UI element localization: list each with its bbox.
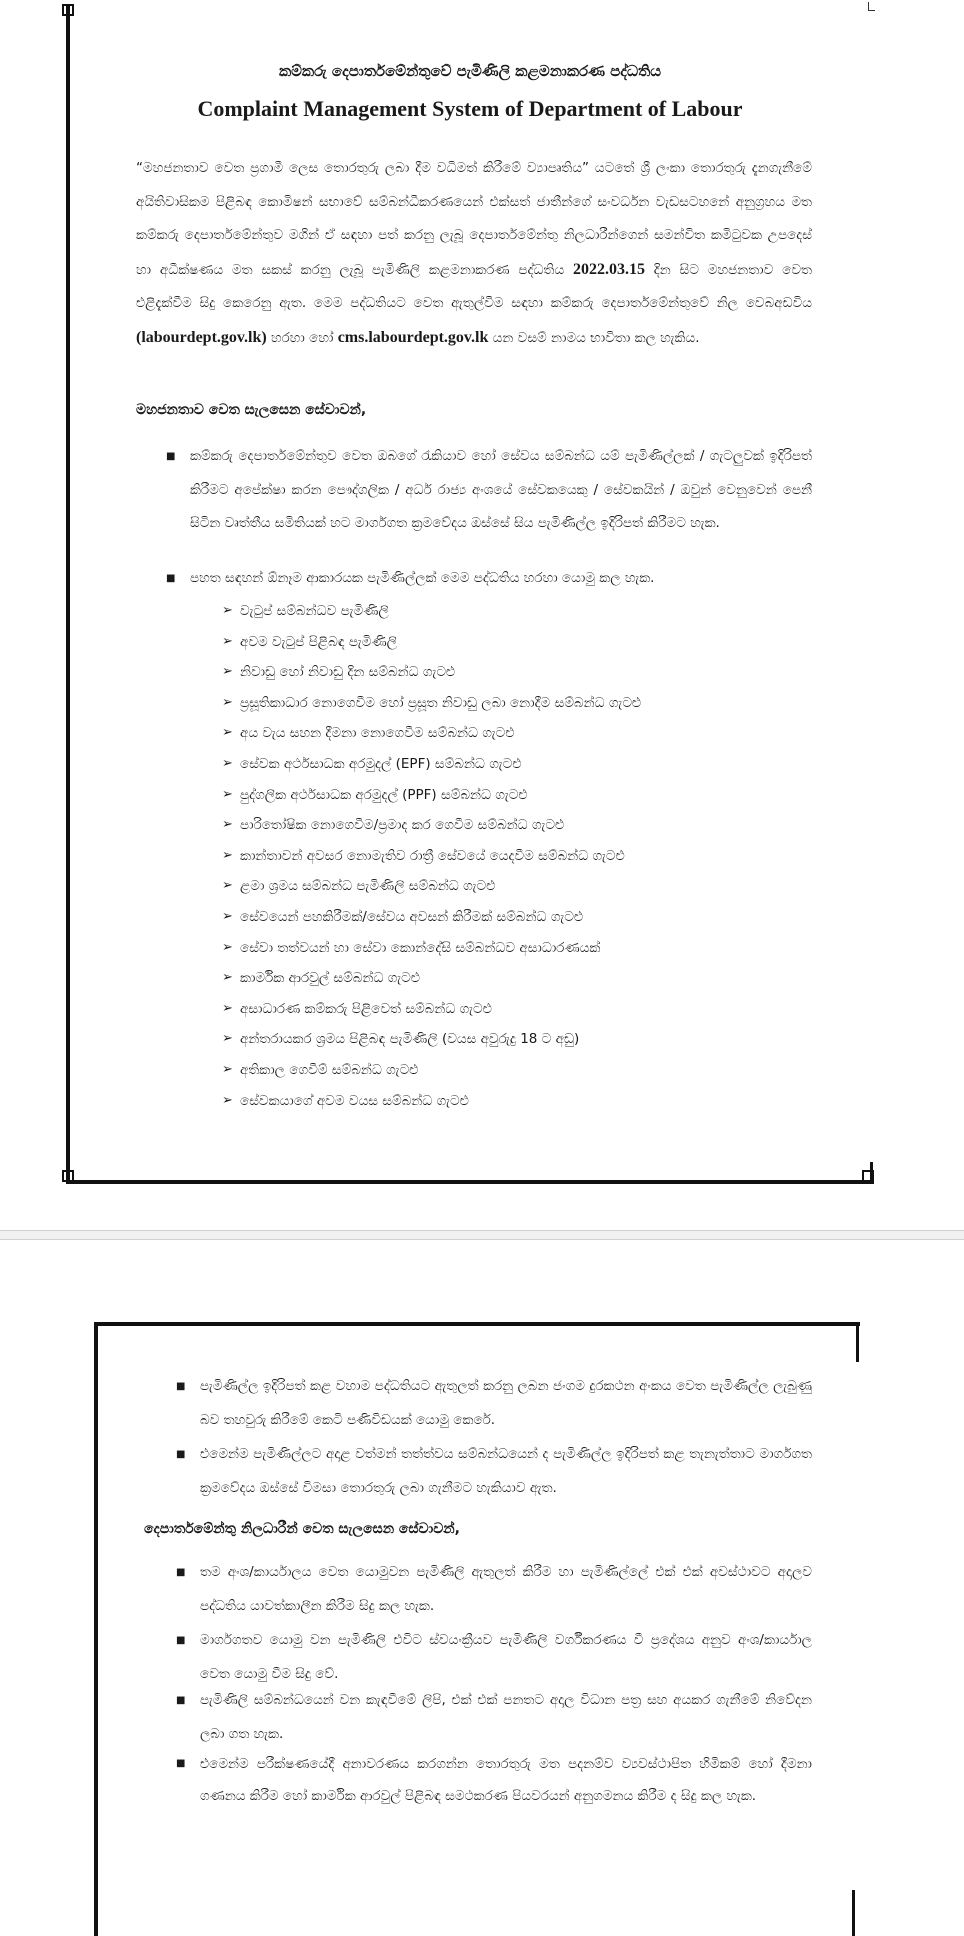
complaint-type-label: අතිකාල ගෙවීම් සම්බන්ධ ගැටළු bbox=[240, 1061, 419, 1078]
complaint-type-label: සේවයෙන් පහකිරීමක්/සේවය අවසන් කිරීමක් සම්බන්ධ ගැටළු bbox=[240, 908, 584, 925]
officer-services-heading: දෙපාර්තමේන්තු නිලධාරීන් වෙත සැලසෙන සේවාවන්, bbox=[144, 1521, 460, 1537]
arrow-bullet-icon: ➢ bbox=[222, 786, 233, 802]
list-item-text: පැමිණිල්ල ඉදිරිපත් කළ වහාම පද්ධතියට ඇතුලත් කරනු ලබන ජංගම දුරකථන අංකය වෙත පැමිණිල්ල ලැබුණු බව තහවුරු කිරීමේ කෙටි පණිවිඩයක් යොමු කෙරේ. bbox=[200, 1378, 812, 1428]
complaint-type-label: කාන්තාවන් අවසර නොමැතිව රාත්‍රී සේවයේ යෙදවීම සම්බන්ධ ගැටළු bbox=[240, 847, 625, 864]
list-item-text: එමෙන්ම පැමිණිල්ලට අදාළ වත්මන් තත්ත්වය සම්බන්ධයෙන් ද පැමිණිල්ල ඉදිරිපත් කළ තැනැත්තාට මාර්ගගත ක්‍රමවේදය ඔස්සේ විමසා තොරතුරු ලබා ගැනීමට හැකියාව ඇත. bbox=[200, 1446, 812, 1496]
complaint-type-item bbox=[222, 1086, 802, 1117]
arrow-bullet-icon: ➢ bbox=[222, 1031, 233, 1047]
complaint-type-item bbox=[222, 1024, 802, 1055]
list-item bbox=[176, 1556, 812, 1623]
arrow-bullet-icon: ➢ bbox=[222, 1092, 233, 1108]
intro-text: දින සිට මහජනතාව වෙත එළිදැක්වීම සිදු කෙරෙනු ඇත. මෙම පද්ධතියට වෙත ඇතුල්වීම සඳහා කම්කරු දෙපාර්තමේන්තුවේ නිල වෙබඅඩවිය bbox=[136, 261, 812, 311]
complaint-type-label: අසාධාරණ කම්කරු පිළිවෙත් සම්බන්ධ ගැටළු bbox=[240, 1000, 492, 1017]
list-item-text: පහත සඳහන් ඕනෑම ආකාරයක පැමිණිල්ලක් මෙම පද්ධතිය හරහා යොමු කල හැක. bbox=[190, 570, 655, 586]
complaint-type-item bbox=[222, 963, 802, 994]
arrow-bullet-icon: ➢ bbox=[222, 633, 233, 649]
intro-text: “මහජනතාව වෙත ප්‍රගාමී ලෙස තොරතුරු ලබා දීම වධිමත් කිරීමේ ව්‍යාපෘතිය” යටතේ ශ්‍රී ලංකා තොරතුරු දැනගැනීමේ අයිතිවාසිකම පිළිබඳ කොමිෂන් සභාවේ සම්බන්ධීකරණයෙන් එක්සත් ජාතීන්ගේ සංවර්ධන වැඩසටහනේ අනුග්‍රහය මත කම්කරු දෙපාර්තමේන්තුව මගින් ඒ සඳහා පත් කරනු ලැබූ දෙපාර්තමේන්තු නිලධාරීන්ගෙන් සමන්විත කමිටුවක උපදෙස් හා අධීක්ෂණය මත සකස් කරනු ලැබූ පැමිණිලි කළමනාකරණ පද්ධතිය bbox=[136, 160, 812, 278]
frame-corner bbox=[862, 1170, 874, 1182]
bullet-icon: ■ bbox=[166, 573, 176, 584]
complaint-type-item bbox=[222, 810, 802, 841]
intro-paragraph bbox=[136, 152, 812, 355]
arrow-bullet-icon: ➢ bbox=[222, 694, 233, 710]
launch-date: 2022.03.15 bbox=[572, 260, 645, 278]
frame-border bbox=[94, 1322, 98, 1936]
frame-border bbox=[66, 1180, 874, 1184]
arrow-bullet-icon: ➢ bbox=[222, 1000, 233, 1016]
arrow-bullet-icon: ➢ bbox=[222, 603, 233, 618]
list-item bbox=[176, 1438, 812, 1505]
frame-border bbox=[66, 6, 70, 1184]
complaint-type-label: ප්‍රසූතිකාධාර නොගෙවීම හෝ ප්‍රසූත නිවාඩු ලබා නොදීම සම්බන්ධ ගැටළු bbox=[240, 694, 642, 711]
complaint-type-item bbox=[222, 933, 802, 964]
list-item bbox=[176, 1684, 812, 1751]
frame-border bbox=[96, 1322, 860, 1326]
arrow-bullet-icon: ➢ bbox=[222, 878, 233, 894]
complaint-type-item bbox=[222, 994, 802, 1025]
complaint-type-item bbox=[222, 749, 802, 780]
website-link: (labourdept.gov.lk) bbox=[136, 328, 267, 346]
list-item bbox=[176, 1748, 812, 1812]
complaint-type-item bbox=[222, 718, 802, 749]
bullet-icon: ■ bbox=[166, 451, 176, 462]
complaint-type-label: සේවා තත්වයන් හා සේවා කොන්දේසි සම්බන්ධව අසාධාරණයක් bbox=[240, 939, 601, 956]
complaint-type-item bbox=[222, 657, 802, 688]
arrow-bullet-icon: ➢ bbox=[222, 1061, 233, 1077]
arrow-bullet-icon: ➢ bbox=[222, 908, 233, 924]
complaint-type-label: ළමා ශ්‍රමය සම්බන්ධ පැමිණිලි සම්බන්ධ ගැටළු bbox=[240, 878, 496, 895]
complaint-type-item bbox=[222, 596, 802, 627]
complaint-type-item bbox=[222, 627, 802, 658]
complaint-type-label: පුද්ගලික අර්ථසාධක අරමුදල් (PPF) සම්බන්ධ ගැටළු bbox=[240, 786, 528, 803]
complaint-type-label: පාරිතෝෂික නොගෙවීම/ප්‍රමාද කර ගෙවීම සම්බන්ධ ගැටළු bbox=[240, 817, 565, 834]
complaint-type-label: කාර්මික ආරවුල් සම්බන්ධ ගැටළු bbox=[240, 970, 421, 987]
complaint-type-label: වැටුප් සම්බන්ධව පැමිණිලි bbox=[240, 603, 389, 619]
complaint-type-label: අවම වැටුප් පිළිබඳ පැමිණිලි bbox=[240, 633, 397, 650]
public-services-heading: මහජනතාව වෙත සැලසෙන සේවාවන්, bbox=[136, 402, 367, 418]
frame-border bbox=[856, 1322, 859, 1362]
complaint-types-list bbox=[222, 596, 802, 1116]
list-item-text: පැමිණිලි සම්බන්ධයෙන් වන කැඳවීමේ ලිපි, එක් එක් පනතට අදාල විධාන පත්‍ර සහ අයකර ගැනීමේ නිවේදන ලබා ගත හැක. bbox=[200, 1692, 812, 1742]
complaint-type-item bbox=[222, 780, 802, 811]
complaint-type-label: නිවාඩු හෝ නිවාඩු දින සම්බන්ධ ගැටළු bbox=[240, 664, 456, 681]
arrow-bullet-icon: ➢ bbox=[222, 817, 233, 833]
complaint-type-item bbox=[222, 1055, 802, 1086]
list-item bbox=[166, 440, 812, 541]
title-english: Complaint Management System of Department of Labour bbox=[197, 96, 743, 121]
document-page-2 bbox=[0, 1240, 964, 1936]
arrow-bullet-icon: ➢ bbox=[222, 664, 233, 680]
arrow-bullet-icon: ➢ bbox=[222, 725, 233, 741]
frame-border bbox=[852, 1890, 855, 1936]
list-item-text: මාර්ගගතව යොමු වන පැමිණිලි එවිට ස්වයංක්‍රීයව පැමිණිලි වර්ගීකරණය වී ප්‍රදේශය අනුව අංශ/කාර්යාල වෙත යොමු වීම සිදු වේ. bbox=[200, 1632, 812, 1682]
frame-corner bbox=[62, 4, 74, 16]
complaint-type-label: සේවක අර්ථසාධක අරමුදල් (EPF) සම්බන්ධ ගැටළු bbox=[240, 755, 522, 772]
frame-corner bbox=[62, 1170, 74, 1182]
page-separator bbox=[0, 1230, 964, 1240]
complaint-type-item bbox=[222, 871, 802, 902]
complaint-type-label: සේවකයාගේ අවම වයස සම්බන්ධ ගැටළු bbox=[240, 1092, 469, 1109]
arrow-bullet-icon: ➢ bbox=[222, 755, 233, 771]
arrow-bullet-icon: ➢ bbox=[222, 939, 233, 955]
scan-mark bbox=[868, 2, 875, 11]
list-item-text: කම්කරු දෙපාර්තමේන්තුව වෙත ඔබගේ රැකියාව හෝ සේවය සම්බන්ධ යම් පැමිණිල්ලක් / ගැටලුවක් ඉදිරිපත් කිරීමට අපේක්ෂා කරන පෞද්ගලික / අර්ධ රාජ්‍ය අංශයේ සේවකයෙකු / සේවකයින් / ඔවුන් වෙනුවෙන් පෙනී සිටින වෘත්තීය සමිතියක් හට මාර්ගගත ක්‍රමවේදය ඔස්සේ සිය පැමිණිල්ල ඉදිරිපත් කිරීමට හැක. bbox=[190, 448, 812, 531]
complaint-type-label: අන්තරායකර ශ්‍රමය පිළිබඳ පැමිණිලි (වයස අවුරුදු 18 ට අඩු) bbox=[240, 1031, 580, 1048]
bullet-icon: ■ bbox=[176, 1449, 186, 1460]
bullet-icon: ■ bbox=[176, 1567, 186, 1578]
bullet-icon: ■ bbox=[176, 1381, 186, 1392]
arrow-bullet-icon: ➢ bbox=[222, 847, 233, 863]
list-item-text: එමෙන්ම පරීක්ෂණයේදී අනාවරණය කරගන්න තොරතුරු මත පදනම්ව ව්‍යවස්ථාපිත හිමිකම් හෝ දීමනා ගණනය කිරීම හෝ කාර්මික ආරවුල් පිළිබඳ සමථකරණ පියවරයන් අනුගමනය කිරීම ද සිදු කල හැක. bbox=[200, 1756, 812, 1804]
complaint-type-label: අය වැය සහන දීමනා නොගෙවීම සම්බන්ධ ගැටළු bbox=[240, 725, 515, 742]
bullet-icon: ■ bbox=[176, 1695, 186, 1706]
list-item bbox=[166, 562, 812, 596]
intro-text: යන වසම් නාමය භාවිතා කල හැකිය. bbox=[492, 329, 700, 346]
list-item bbox=[176, 1370, 812, 1437]
intro-text: හරහා හෝ bbox=[270, 329, 334, 346]
bullet-icon: ■ bbox=[176, 1635, 186, 1646]
bullet-icon: ■ bbox=[176, 1758, 186, 1769]
complaint-type-item bbox=[222, 902, 802, 933]
arrow-bullet-icon: ➢ bbox=[222, 970, 233, 986]
complaint-type-item bbox=[222, 688, 802, 719]
title-sinhala: කම්කරු දෙපාර්තමේන්තුවේ පැමිණිලි කළමනාකරණ පද්ධතිය bbox=[278, 62, 662, 80]
domain-link: cms.labourdept.gov.lk bbox=[337, 328, 489, 346]
list-item-text: තම අංශ/කාර්යාලය වෙත යොමුවන පැමිණිලි ඇතුලත් කිරීම හා පැමිණිල්ලේ එක් එක් අවස්ථාවට අදාලව පද්ධතිය යාවත්කාලීන කිරීම සිදු කල හැක. bbox=[200, 1564, 812, 1614]
complaint-type-item bbox=[222, 841, 802, 872]
list-item bbox=[176, 1624, 812, 1691]
